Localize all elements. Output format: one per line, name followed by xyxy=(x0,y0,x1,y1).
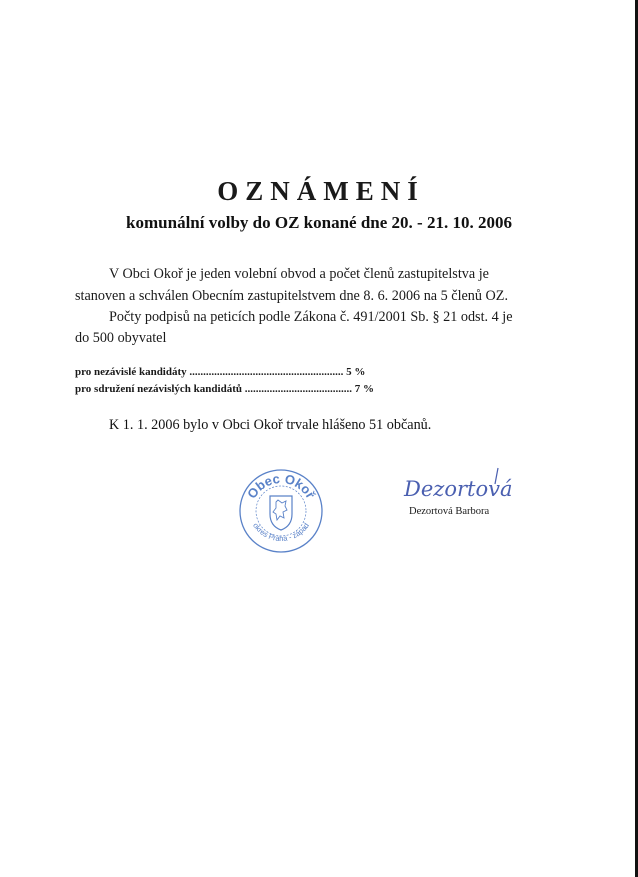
stat-row-association xyxy=(75,383,374,395)
stamp-bottom-text: okres Praha - západ xyxy=(251,521,311,544)
page-subtitle: komunální volby do OZ konané dne 20. - 21. 10. 2006 xyxy=(126,213,512,232)
paragraph-line: Počty podpisů na peticích podle Zákona č. 491/2001 Sb. § 21 odst. 4 je xyxy=(109,309,513,325)
stat-row-independent xyxy=(75,366,365,378)
signer-name: Dezortová Barbora xyxy=(409,506,490,517)
page-title: OZNÁMENÍ xyxy=(217,176,425,206)
signature-handwriting: Dezortová xyxy=(404,477,512,501)
census-line: K 1. 1. 2006 bylo v Obci Okoř trvale hlášeno 51 občanů. xyxy=(109,417,432,433)
paragraph-line: V Obci Okoř je jeden volební obvod a počet členů zastupitelstva je xyxy=(109,266,489,282)
stat-label: pro nezávislé kandidáty xyxy=(75,366,187,378)
handwritten-signature xyxy=(400,462,512,502)
paragraph-line: do 500 obyvatel xyxy=(75,330,167,346)
stat-value: 7 % xyxy=(354,383,374,395)
stat-label: pro sdružení nezávislých kandidátů xyxy=(75,383,242,395)
stat-leader: ........................................................ xyxy=(189,366,344,378)
stat-leader: ....................................... xyxy=(244,383,352,395)
stat-value: 5 % xyxy=(346,366,366,378)
official-stamp xyxy=(238,468,324,554)
paragraph-line: stanoven a schválen Obecním zastupitelstvem dne 8. 6. 2006 na 5 členů OZ. xyxy=(75,288,508,304)
stamp-top-text: Obec Okoř xyxy=(244,470,319,502)
